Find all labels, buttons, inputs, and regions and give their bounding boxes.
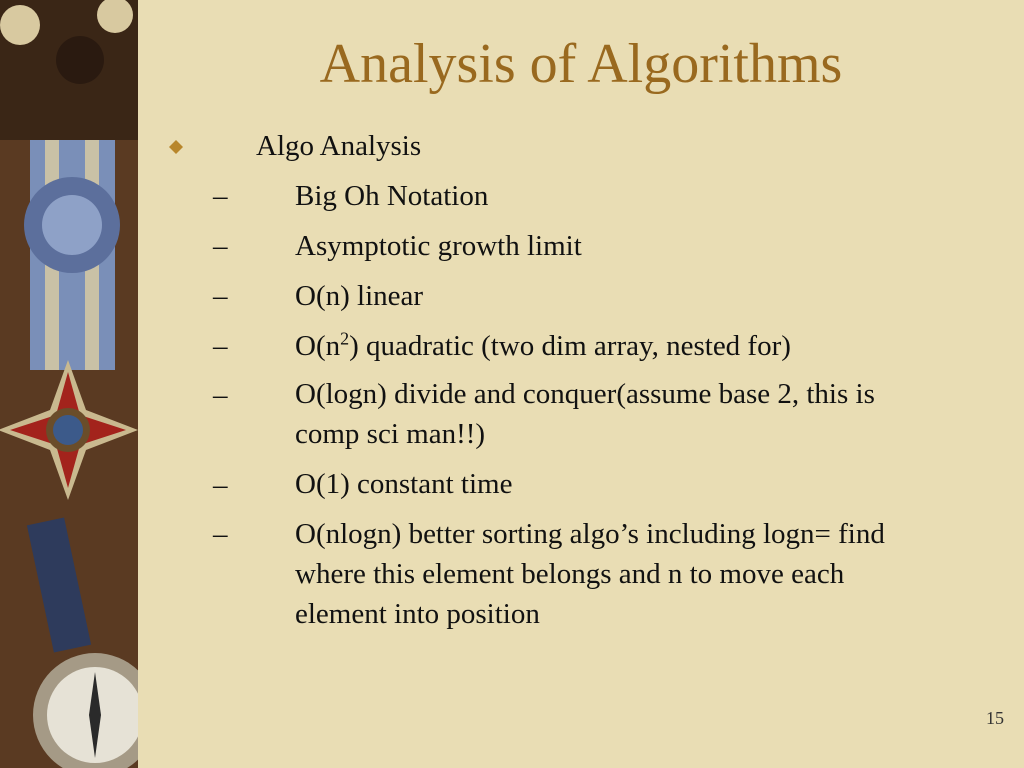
dash-bullet: –: [213, 469, 228, 501]
dash-bullet: –: [213, 518, 228, 550]
list-item: Asymptotic growth limit: [295, 230, 582, 262]
list-item: O(1) constant time: [295, 468, 513, 500]
list-item: O(logn) divide and conquer(assume base 2, this is comp sci man!!): [295, 378, 875, 450]
list-item: $O(n^2)$ quadratic (two dim array, nested for): [295, 328, 791, 362]
superscript: 2: [340, 328, 350, 349]
dash-bullet: –: [213, 330, 228, 362]
dash-bullet: –: [213, 180, 228, 212]
dash-bullet: –: [213, 280, 228, 312]
list-item: O(nlogn) better sorting algo’s including logn= find where this element belongs and n to move each element into position: [295, 518, 885, 630]
page-number: 15: [986, 708, 1004, 728]
slide-title: Analysis of Algorithms: [319, 33, 843, 95]
diamond-icon: [168, 139, 184, 155]
dash-bullet: –: [213, 230, 228, 262]
decorative-side-image: [0, 0, 138, 768]
dash-bullet: –: [213, 379, 228, 411]
list-item: Big Oh Notation: [295, 180, 489, 212]
level1-bullet-text: Algo Analysis: [256, 130, 422, 162]
list-item: O(n) linear: [295, 280, 424, 312]
medal-illustration: [0, 0, 138, 768]
